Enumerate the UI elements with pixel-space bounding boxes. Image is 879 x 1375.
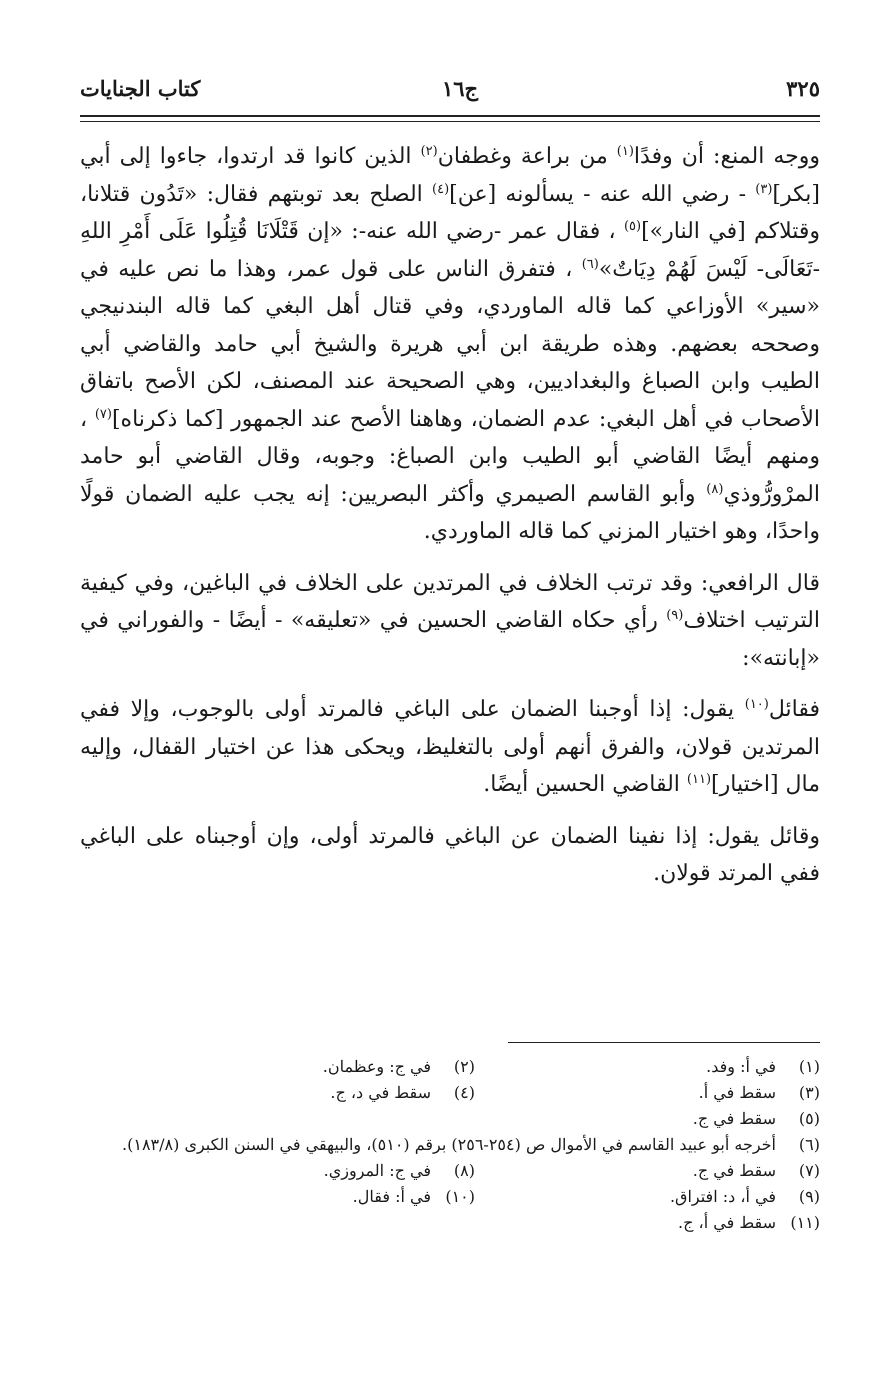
paragraph — [80, 818, 820, 893]
footnote-number: (١) — [798, 1057, 820, 1076]
footnote-row — [100, 1132, 820, 1158]
footnote — [475, 1080, 820, 1106]
footnote-marker: (١٠) — [744, 697, 769, 712]
footnote-text: أخرجه أبو عبيد القاسم في الأموال ص (٢٥٤-٢٥٦) برقم (٥١٠)، والبيهقي في السنن الكبرى (١٨٣/٨). — [122, 1135, 776, 1154]
volume-number: ج١٦ — [441, 76, 479, 101]
text-run: ووجه المنع: أن وفدًا — [633, 144, 820, 169]
text-run: قال الرافعي: وقد ترتب الخلاف في المرتدين على الخلاف في الباغين، وفي كيفية الترتيب اختلاف — [80, 570, 820, 633]
text-run: - رضي الله عنه - يسألونه [عن] — [449, 181, 756, 207]
footnote — [475, 1054, 820, 1080]
footnote-row — [100, 1158, 820, 1184]
footnote-row — [100, 1106, 820, 1132]
footnote-marker: (٦) — [581, 256, 599, 272]
footnote-number: (٣) — [798, 1083, 820, 1102]
footnote — [130, 1054, 475, 1080]
footnotes — [100, 1054, 820, 1236]
footnote-number: (٨) — [453, 1161, 475, 1180]
footnote-marker: (٨) — [706, 481, 724, 497]
footnote-marker: (٥) — [623, 219, 642, 234]
footnote-marker: (٩) — [666, 608, 684, 623]
footnote-number: (١٠) — [445, 1187, 475, 1206]
header-rule-thick — [80, 115, 820, 117]
text-run: ، ومنهم أيضًا القاضي أبو الطيب وابن الصباغ: وجوبه، وقال القاضي أبو حامد المرْورُّوذي — [80, 406, 820, 507]
text-run: الصلح بعد توبتهم فقال: «تَدُون قتلانا، وقتلاكم [في النار»] — [80, 181, 820, 244]
footnote-marker: (١١) — [686, 772, 712, 787]
footnote — [100, 1132, 820, 1158]
text-run: الذين كانوا قد ارتدوا، جاءوا إلى أبي [بكر] — [80, 144, 820, 207]
text-run: رأي حكاه القاضي الحسين في «تعليقه» - أيضًا - والفوراني في «إبانته»: — [80, 608, 820, 671]
footnote-number: (٩) — [798, 1187, 820, 1206]
footnote-row — [100, 1184, 820, 1210]
footnote-text: في ج: وعظمان. — [322, 1057, 431, 1076]
footnote-separator — [508, 1042, 820, 1043]
footnote-text: سقط في ج. — [692, 1109, 776, 1128]
footnote-row — [100, 1080, 820, 1106]
footnote-text: سقط في أ. — [698, 1083, 776, 1102]
footnote-text: سقط في د، ج. — [330, 1083, 431, 1102]
main-text — [80, 138, 820, 907]
footnote-number: (٢) — [453, 1057, 475, 1076]
text-run: وقائل يقول: إذا نفينا الضمان عن الباغي فالمرتد أولى، وإن أوجبناه على الباغي ففي المرتد قولان. — [80, 823, 820, 886]
footnote-text: سقط في أ، ج. — [678, 1213, 776, 1232]
footnote-marker: (٣) — [755, 181, 773, 197]
footnote — [130, 1080, 475, 1106]
footnote — [475, 1106, 820, 1132]
paragraph — [80, 138, 820, 551]
text-run: يقول: إذا أوجبنا الضمان على الباغي فالمرتد أولى بالوجوب، وإلا ففي المرتدين قولان، والفرق أنهم أولى بالتغليظ، ويحكى هذا عن اختيار القفال، وإليه مال [اختيار] — [80, 697, 820, 797]
header-rule-thin — [80, 121, 820, 122]
footnote-text: في أ: فقال. — [352, 1187, 431, 1206]
page-number: ٣٢٥ — [786, 76, 820, 101]
footnote — [130, 1184, 475, 1210]
paragraph — [80, 565, 820, 678]
text-run: فقائل — [768, 697, 820, 722]
footnote-text: سقط في ج. — [692, 1161, 776, 1180]
paragraph — [80, 691, 820, 804]
footnote-number: (٦) — [798, 1135, 820, 1154]
footnote-number: (١١) — [790, 1213, 820, 1232]
footnote-marker: (١) — [616, 144, 634, 159]
text-run: من براعة وغطفان — [437, 144, 617, 169]
footnote-text: في ج: المروزي. — [323, 1161, 431, 1180]
footnote-marker: (٢) — [420, 144, 438, 159]
footnote-marker: (٧) — [94, 406, 112, 422]
footnote-number: (٤) — [453, 1083, 475, 1102]
text-run: ، فقال عمر -رضي الله عنه-: «إن قَتْلَانَا قُتِلُوا عَلَى أَمْرِ اللهِ -تَعَالَى- لَيْسَ لَهُمْ دِيَاتٌ» — [80, 219, 820, 282]
footnote-text: في أ، د: افتراق. — [669, 1187, 776, 1206]
text-run: ، فتفرق الناس على قول عمر، وهذا ما نص عليه في «سير» الأوزاعي كما قاله الماوردي، وفي قتال أهل البغي كما قاله البندنيجي وصححه بعضهم. وهذه طريقة ابن أبي هريرة والشيخ أبي حامد والقاضي أبي الطيب وابن الصباغ والبغداديين، وهي الصحيحة عند المصنف، لكن الأصح باتفاق الأصحاب في أهل البغي: عدم الضمان، وهاهنا الأصح عند الجمهور [كما ذكرناه] — [80, 256, 820, 432]
text-run: وأبو القاسم الصيمري وأكثر البصريين: إنه يجب عليه الضمان قولًا واحدًا، وهو اختيار المزني كما قاله الماوردي. — [80, 481, 820, 544]
footnote-row — [100, 1210, 820, 1236]
footnote-number: (٧) — [798, 1161, 820, 1180]
footnote — [475, 1210, 820, 1236]
footnote — [475, 1158, 820, 1184]
footnote-number: (٥) — [798, 1109, 820, 1128]
footnote — [130, 1158, 475, 1184]
book-title: كتاب الجنايات — [80, 76, 201, 101]
footnote-marker: (٤) — [432, 181, 450, 197]
footnote — [475, 1184, 820, 1210]
footnote-text: في أ: وفد. — [706, 1057, 776, 1076]
footnote-row — [100, 1054, 820, 1080]
page-header — [80, 76, 820, 110]
text-run: القاضي الحسين أيضًا. — [483, 772, 687, 797]
